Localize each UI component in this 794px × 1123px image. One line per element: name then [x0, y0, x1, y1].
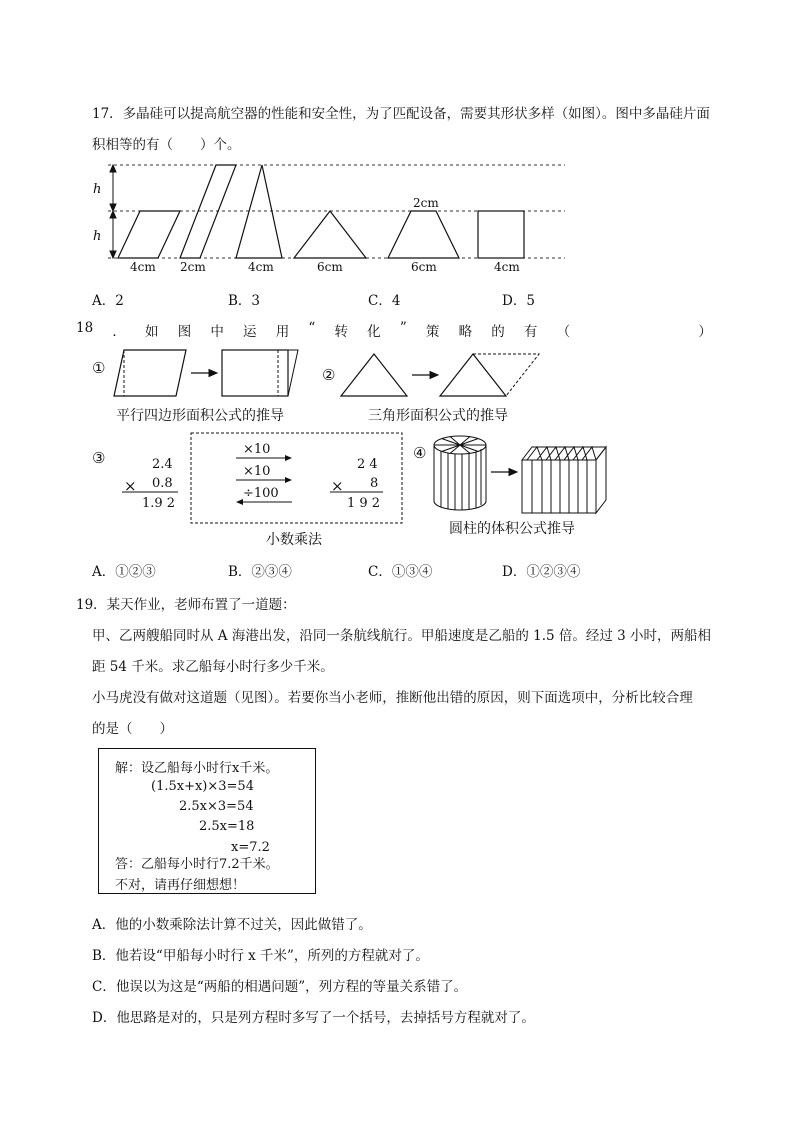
q17-option-d[interactable]: D．5: [502, 293, 535, 309]
q18-stem-char: 运: [243, 324, 257, 340]
q18-stem-char: 中: [210, 324, 224, 340]
item3-arrow-label-1: ×10: [243, 442, 271, 457]
q18-stem-char: 略: [458, 324, 473, 340]
item4-marker: ④: [413, 444, 427, 462]
q17-stem-line2: 积相等的有（ ）个。: [92, 137, 241, 153]
triangle-original: [341, 354, 407, 396]
q18-stem-char: 图: [177, 324, 192, 340]
square-shape: [478, 211, 524, 258]
trapezoid-shape: [388, 211, 459, 258]
cylinder-icon: [434, 436, 486, 510]
q18-stem-char: 的: [491, 324, 505, 340]
q18-option-d[interactable]: D．①②③④: [502, 564, 581, 580]
q18-stem-char: ”: [399, 320, 407, 336]
q18-stem-char: ．: [112, 324, 126, 340]
q19-option-d[interactable]: D．他思路是对的，只是列方程时多写了一个括号，去掉括号方程就对了。: [92, 1010, 535, 1026]
solution-line-5: x=7.2: [231, 840, 270, 855]
item3-left-multiplier: 0.8: [152, 476, 173, 491]
parallelogram-original: [114, 350, 186, 396]
item3-right-multiplier: 8: [370, 476, 379, 491]
q17-option-b[interactable]: B．3: [228, 293, 261, 309]
q19-stem-line3: 距 54 千米。求乙船每小时行多少千米。: [92, 659, 334, 675]
q17-option-c[interactable]: C．4: [368, 293, 401, 309]
q18-stem-char: 如: [145, 324, 159, 340]
item3-left-times: ×: [124, 477, 137, 495]
q19-option-b[interactable]: B．他若设“甲船每小时行 x 千米”，所列的方程就对了。: [92, 948, 429, 964]
item3-arrow-label-2: ×10: [243, 464, 271, 479]
trapezoid-top-label: 2cm: [413, 196, 439, 210]
q19-option-a[interactable]: A．他的小数乘除法计算不过关，因此做错了。: [92, 917, 372, 933]
q18-stem: [76, 320, 712, 340]
solution-line-4: 2.5x=18: [199, 819, 255, 834]
item3-right-multiplicand: 2 4: [357, 457, 378, 472]
item3-marker: ③: [92, 449, 106, 467]
item2-marker: ②: [322, 366, 336, 384]
q18-stem-char: 用: [275, 324, 290, 340]
q19-stem-line2: 甲、乙两艘船同时从 A 海港出发，沿同一条航线航行。甲船速度是乙船的 1.5 倍。经过 3 小时，两船相: [92, 628, 712, 644]
item3-right-product: 1 9 2: [347, 496, 381, 511]
q19-stem-line1: 19．某天作业，老师布置了一道题：: [76, 597, 296, 613]
q18-stem-char: 18: [76, 320, 94, 336]
solution-line-1: 解：设乙船每小时行x千米。: [115, 761, 279, 776]
q19-stem-line5: 的是（ ）: [92, 721, 173, 737]
item2-caption: 三角形面积公式的推导: [368, 408, 508, 424]
q18-figures: [0, 340, 794, 570]
q18-stem-char: “: [308, 320, 316, 336]
solution-answer: 答：乙船每小时行7.2千米。: [115, 857, 279, 872]
item1-caption: 平行四边形面积公式的推导: [116, 408, 284, 424]
h-label-top: h: [93, 182, 102, 197]
bottom-label-2: 2cm: [180, 260, 206, 274]
arrow-right-icon: [412, 372, 438, 379]
q19-stem-line4: 小马虎没有做对这道题（见图）。若要你当小老师，推断他出错的原因，则下面选项中，分析比较合理: [92, 690, 693, 706]
teacher-comment: 不对，请再仔细想想！: [115, 878, 246, 893]
item4-caption: 圆柱的体积公式推导: [449, 521, 575, 537]
q19-solution-box: [98, 748, 316, 894]
height-arrow-top: [110, 165, 116, 211]
parallelogram-shape: [118, 211, 180, 258]
h-label-bottom: h: [93, 229, 102, 244]
q18-stem-char: ）: [698, 324, 712, 340]
q18-option-a[interactable]: A．①②③: [92, 564, 156, 580]
q19-option-c[interactable]: C．他误以为这是“两船的相遇问题”，列方程的等量关系错了。: [92, 979, 468, 995]
q18-option-c[interactable]: C．①③④: [368, 564, 433, 580]
item3-left-multiplicand: 2.4: [152, 457, 173, 472]
triangle-converted: [440, 354, 506, 396]
q17-stem-line1: 17．多晶硅可以提高航空器的性能和安全性，为了匹配设备，需要其形状多样（如图）。图中多晶硅片面: [92, 106, 710, 122]
q18-stem-char: （: [556, 324, 571, 340]
q18-stem-char: 策: [425, 324, 440, 340]
q18-option-b[interactable]: B．②③④: [228, 564, 292, 580]
solution-line-3: 2.5x×3=54: [179, 799, 254, 814]
q17-shapes-figure: [0, 0, 794, 290]
moved-triangle-piece: [288, 350, 298, 396]
height-arrow-bottom: [110, 211, 116, 258]
bottom-label-4: 6cm: [317, 260, 343, 274]
bottom-label-3: 4cm: [248, 260, 274, 274]
arrow-right-icon: [191, 370, 217, 377]
bottom-label-6: 4cm: [494, 260, 520, 274]
q18-stem-char: 有: [523, 324, 538, 340]
triangle-shape: [294, 211, 366, 258]
item3-left-product: 1.9 2: [142, 496, 176, 511]
arrow-right-icon: [491, 469, 517, 476]
item3-right-times: ×: [331, 477, 344, 495]
bottom-label-1: 4cm: [130, 260, 156, 274]
solution-line-2: (1.5x+x)×3=54: [151, 779, 254, 794]
item3-caption: 小数乘法: [266, 532, 322, 548]
triangle-copy-dashed: [473, 354, 539, 396]
bottom-label-5: 6cm: [411, 260, 437, 274]
q18-stem-char: 转: [334, 324, 348, 340]
cuboid-icon: [522, 447, 606, 513]
item3-arrow-label-3: ÷100: [243, 486, 279, 501]
item1-marker: ①: [92, 359, 106, 377]
q18-stem-char: 化: [367, 324, 381, 340]
q17-option-a[interactable]: A．2: [92, 293, 124, 309]
